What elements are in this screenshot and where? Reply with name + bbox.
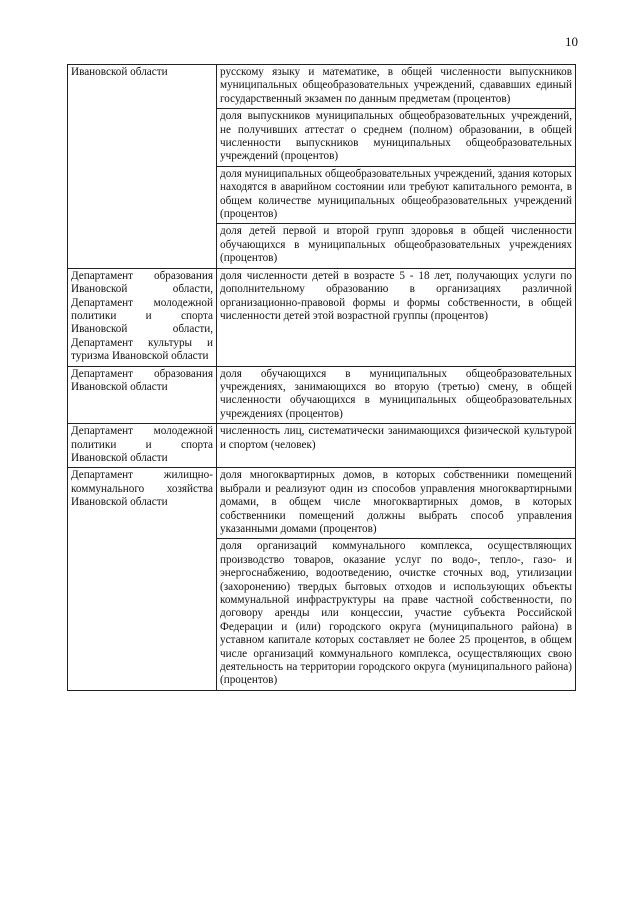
indicator-cell: доля детей первой и второй групп здоровья в общей численности обучающихся в муниципальных общеобразовательных учреждениях (процентов) [217, 224, 576, 268]
indicator-cell: русскому языку и математике, в общей численности выпускников муниципальных общеобразовательных учреждений, сдававших единый государственный экзамен по данным предметам (процентов) [217, 65, 576, 109]
table-row [68, 424, 576, 468]
department-cell: Департамент жилищно-коммунального хозяйства Ивановской области [68, 468, 217, 691]
table-row [68, 468, 576, 539]
indicator-cell: численность лиц, систематически занимающихся физической культурой и спортом (человек) [217, 424, 576, 468]
table-row [68, 366, 576, 424]
indicator-cell: доля численности детей в возрасте 5 - 18 лет, получающих услуги по дополнительному образованию в организациях различной организационно-правовой формы и формы собственности, в общей численности детей этой возрастной группы (процентов) [217, 268, 576, 366]
indicator-cell: доля организаций коммунального комплекса, осуществляющих производство товаров, оказание услуг по водо-, тепло-, газо- и энергоснабжению, водоотведению, очистке сточных вод, утилизации (захоронению) твердых бытовых отходов и использующих объекты коммунальной инфраструктуры на праве частной собственности, по договору аренды или концессии, участие субъекта Российской Федерации и (или) городского округа (муниципального района) в уставном капитале которых составляет не более 25 процентов, в общем числе организаций коммунального комплекса, осуществляющих свою деятельность на территории городского округа (муниципального района) (процентов) [217, 539, 576, 690]
department-cell: Департамент образования Ивановской области [68, 366, 217, 424]
department-cell: Департамент молодежной политики и спорта Ивановской области [68, 424, 217, 468]
department-cell: Департамент образования Ивановской области, Департамент молодежной политики и спорта Ивановской области, Департамент культуры и туризма Ивановской области [68, 268, 217, 366]
department-cell: Ивановской области [68, 65, 217, 269]
indicator-cell: доля обучающихся в муниципальных общеобразовательных учреждениях, занимающихся во вторую (третью) смену, в общей численности обучающихся в муниципальных общеобразовательных учреждениях (процентов) [217, 366, 576, 424]
page-number: 10 [565, 34, 578, 49]
indicator-cell: доля муниципальных общеобразовательных учреждений, здания которых находятся в аварийном состоянии или требуют капитального ремонта, в общем количестве муниципальных общеобразовательных учреждений (процентов) [217, 166, 576, 224]
indicators-table [67, 64, 576, 691]
table-row [68, 65, 576, 109]
indicator-cell: доля выпускников муниципальных общеобразовательных учреждений, не получивших аттестат о среднем (полном) образовании, в общей численности выпускников муниципальных общеобразовательных учреждений (процентов) [217, 109, 576, 167]
indicator-cell: доля многоквартирных домов, в которых собственники помещений выбрали и реализуют один из способов управления многоквартирными домами, в общем числе многоквартирных домов, в которых собственники помещений должны выбрать способ управления указанными домами (процентов) [217, 468, 576, 539]
table-row [68, 268, 576, 366]
